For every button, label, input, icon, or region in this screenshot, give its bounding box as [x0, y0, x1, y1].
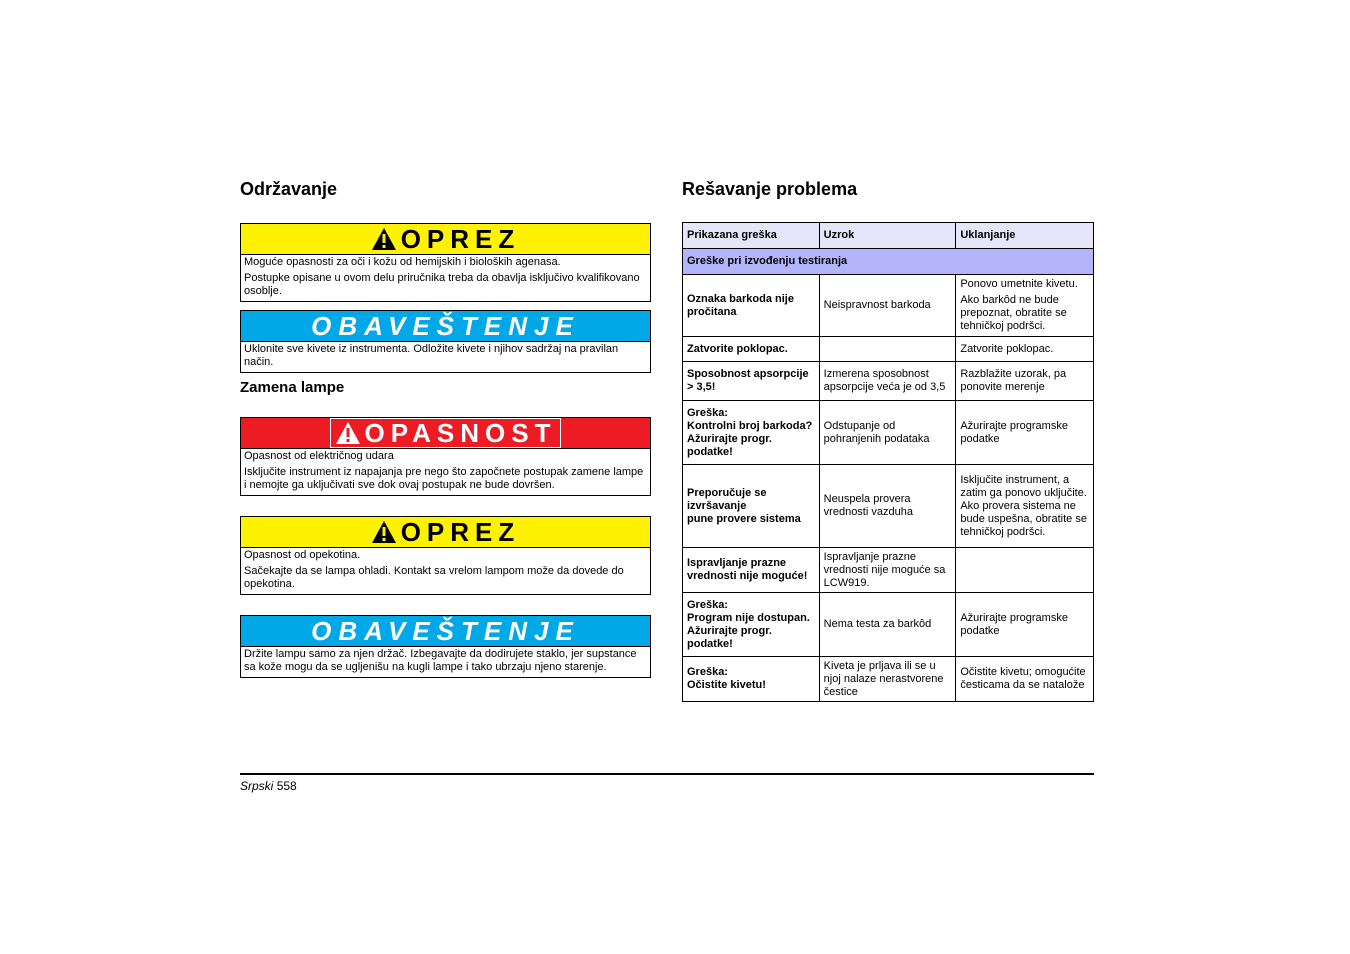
caution-banner	[241, 517, 650, 548]
table-row	[683, 548, 1094, 593]
cause-cell: Odstupanje od pohranjenih podataka	[823, 419, 930, 445]
notice-banner	[241, 311, 650, 342]
error-cell: Ažurirajte progr. podatke!	[687, 432, 772, 458]
fix-cell: Očistite kivetu; omogućite česticama da se natalože	[960, 666, 1086, 691]
notice-box	[240, 310, 651, 373]
error-cell: Greška:	[687, 598, 728, 611]
error-cell: > 3,5!	[687, 381, 716, 393]
box-line: Isključite instrument iz napajanja pre nego što započnete postupak zamene lampe i nemojte ga uključivati sve dok ovaj postupak ne bude dovršen.	[244, 466, 644, 491]
error-cell: pune provere sistema	[687, 512, 801, 525]
danger-banner	[241, 418, 650, 449]
fix-cell: Razblažite uzorak, pa ponovite merenje	[960, 368, 1067, 393]
error-cell: Kontrolni broj barkoda?	[687, 419, 813, 432]
caution-box	[240, 223, 651, 302]
footer-divider	[240, 773, 1094, 775]
fix-cell: Ponovo umetnite kivetu.	[960, 278, 1078, 290]
caution-box	[240, 516, 651, 595]
header-cause: Uzrok	[819, 223, 956, 249]
table-row	[683, 401, 1094, 465]
fix-cell: Ažurirajte programske podatke	[960, 419, 1068, 445]
warning-triangle-icon	[335, 421, 361, 445]
table-row	[683, 362, 1094, 401]
error-cell: Greška:	[687, 666, 728, 678]
caution-word: OPREZ	[400, 224, 521, 254]
section-title: Greške pri izvođenju testiranja	[683, 249, 1094, 275]
table-row	[683, 593, 1094, 657]
caution-banner	[241, 224, 650, 255]
maintenance-heading: Održavanje	[240, 179, 338, 199]
section-row	[683, 249, 1094, 275]
error-cell: Preporučuje se izvršavanje	[687, 486, 767, 512]
fix-cell: Ako barkôd ne bude prepoznat, obratite se tehničkoj podršci.	[960, 294, 1067, 332]
warning-triangle-icon	[371, 227, 397, 251]
table-row	[683, 337, 1094, 362]
box-line: Moguće opasnosti za oči i kožu od hemijskih i bioloških agenasa.	[244, 256, 561, 268]
box-line: Sačekajte da se lampa ohladi. Kontakt sa vrelom lampom može da dovede do opekotina.	[244, 565, 624, 590]
box-line: Držite lampu samo za njen držač. Izbegavajte da dodirujete staklo, jer supstance sa kože mogu da se ugljenišu na kugli lampe i tako ubrzaju njeno starenje.	[244, 648, 637, 673]
lamp-replacement-heading: Zamena lampe	[240, 379, 345, 396]
troubleshooting-table	[682, 222, 1094, 702]
footer-language: Srpski	[240, 779, 274, 793]
notice-box	[240, 615, 651, 678]
notice-word: OBAVEŠTENJE	[311, 616, 580, 646]
error-cell: Program nije dostupan.	[687, 611, 810, 624]
error-cell: Ispravljanje prazne vrednosti nije moguće!	[687, 557, 808, 582]
error-cell: Greška:	[687, 406, 728, 419]
danger-box	[240, 417, 651, 496]
fix-cell: Ažurirajte programske podatke	[960, 611, 1068, 637]
notice-word: OBAVEŠTENJE	[311, 311, 580, 341]
cause-cell: Kiveta je prljava ili se u njoj nalaze nerastvorene čestice	[823, 659, 944, 698]
box-line: Uklonite sve kivete iz instrumenta. Odložite kivete i njihov sadržaj na pravilan način.	[244, 343, 619, 368]
error-cell: Zatvorite poklopac.	[687, 342, 788, 355]
danger-word: OPASNOST	[364, 418, 557, 448]
cause-cell: Ispravljanje prazne vrednosti nije moguće sa LCW919.	[823, 550, 946, 589]
error-cell: Sposobnost apsorpcije	[687, 368, 809, 380]
table-row	[683, 275, 1094, 337]
error-cell: Ažurirajte progr. podatke!	[687, 624, 772, 650]
cause-cell: Nema testa za barkôd	[823, 618, 932, 630]
table-row	[683, 657, 1094, 702]
error-cell: Oznaka barkoda nije pročitana	[687, 292, 794, 318]
fix-cell: Isključite instrument, a zatim ga ponovo uključite. Ako provera sistema ne bude uspešna, obratite se tehničkoj podršci.	[960, 473, 1087, 538]
header-error: Prikazana greška	[683, 223, 820, 249]
error-cell: Očistite kivetu!	[687, 679, 766, 691]
notice-banner	[241, 616, 650, 647]
box-line: Opasnost od opekotina.	[244, 549, 361, 561]
footer-page-number: 558	[276, 779, 297, 793]
cause-cell: Izmerena sposobnost apsorpcije veća je od 3,5	[823, 368, 946, 393]
cause-cell: Neispravnost barkoda	[823, 299, 931, 311]
fix-cell: Zatvorite poklopac.	[960, 342, 1054, 355]
table-row	[683, 465, 1094, 548]
header-fix: Uklanjanje	[956, 223, 1094, 249]
box-line: Opasnost od električnog udara	[244, 450, 394, 462]
box-line: Postupke opisane u ovom delu priručnika treba da obavlja isključivo kvalifikovano osoblje.	[244, 272, 640, 297]
caution-word: OPREZ	[400, 517, 521, 547]
warning-triangle-icon	[371, 520, 397, 544]
cause-cell: Neuspela provera vrednosti vazduha	[823, 493, 913, 518]
page-footer	[240, 779, 297, 793]
troubleshooting-heading: Rešavanje problema	[682, 179, 858, 199]
table-header-row	[683, 223, 1094, 249]
